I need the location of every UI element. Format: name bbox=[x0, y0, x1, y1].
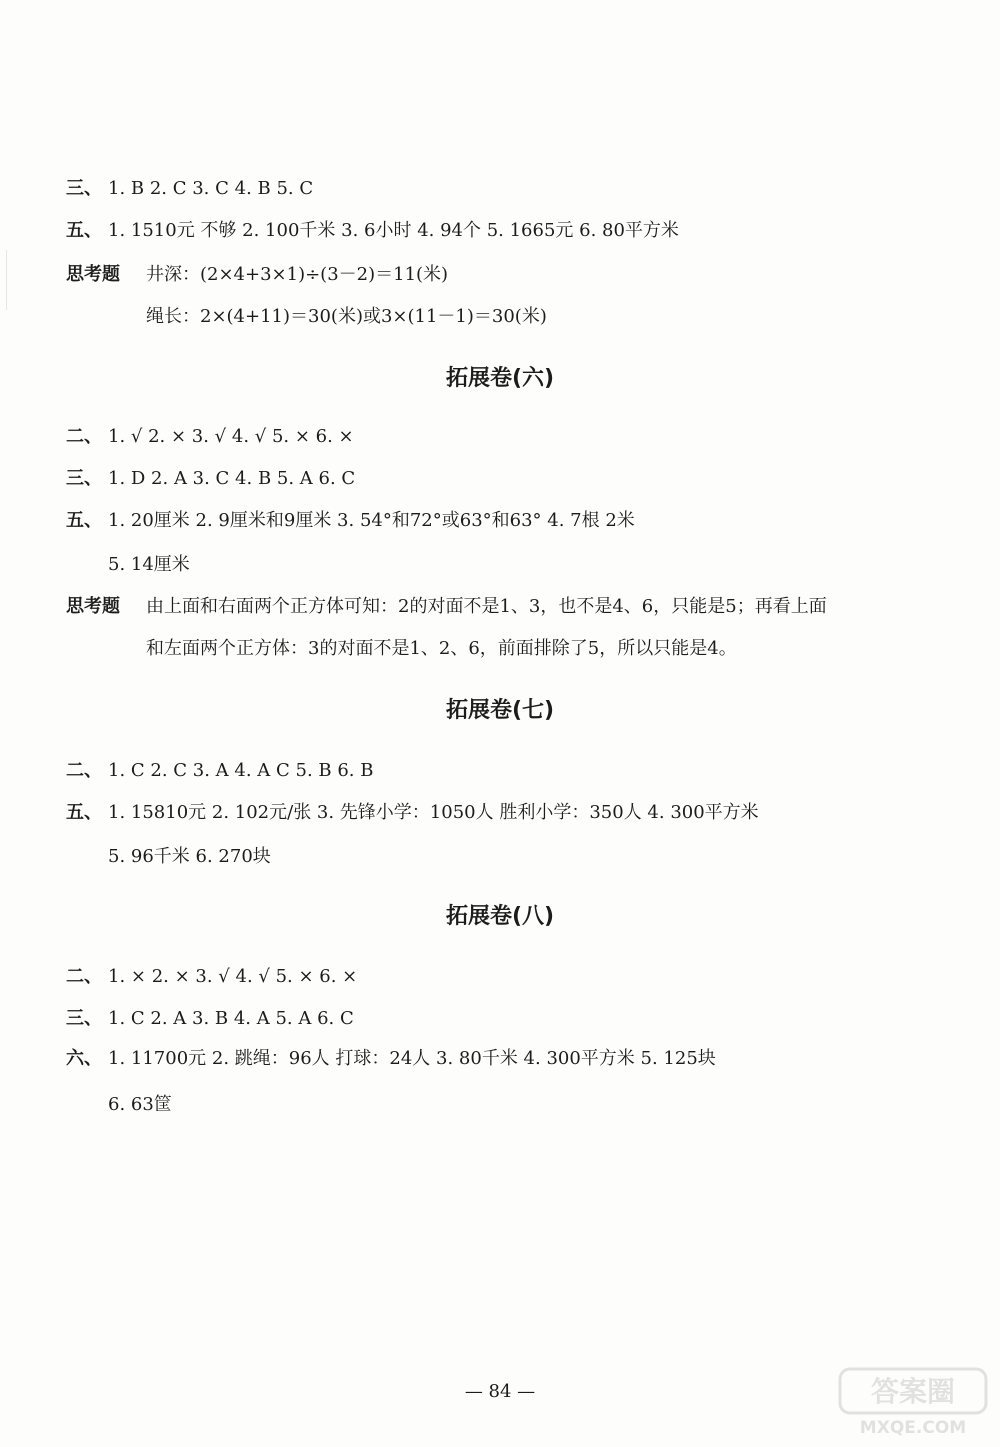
section-label: 三、 bbox=[66, 178, 102, 199]
section-label: 五、 bbox=[66, 220, 102, 241]
section-title: 拓展卷(七) bbox=[445, 698, 555, 723]
section-title: 拓展卷(八) bbox=[445, 904, 555, 929]
watermark-url: MXQE.COM bbox=[859, 1418, 967, 1438]
answer-text: 由上面和右面两个正方体可知：2的对面不是1、3，也不是4、6，只能是5；再看上面 bbox=[146, 596, 827, 617]
answer-text: 1. × 2. × 3. √ 4. √ 5. × 6. × bbox=[108, 966, 358, 987]
section-label: 二、 bbox=[66, 426, 102, 447]
answer-text: 6. 63筐 bbox=[108, 1094, 172, 1115]
answer-text: 1. C 2. C 3. A 4. A C 5. B 6. B bbox=[108, 760, 374, 781]
answer-text: 1. B 2. C 3. C 4. B 5. C bbox=[108, 178, 314, 199]
section-title: 拓展卷(六) bbox=[445, 366, 555, 391]
watermark-text: 答案圈 bbox=[870, 1375, 956, 1408]
section-label: 六、 bbox=[66, 1048, 102, 1069]
watermark-logo bbox=[838, 1367, 988, 1439]
answer-text: 5. 96千米 6. 270块 bbox=[108, 846, 271, 867]
section-label: 二、 bbox=[66, 760, 102, 781]
section-label: 思考题 bbox=[66, 264, 120, 285]
answer-text: 和左面两个正方体：3的对面不是1、2、6，前面排除了5，所以只能是4。 bbox=[146, 638, 737, 659]
answer-text: 绳长：2×(4+11)＝30(米)或3×(11－1)＝30(米) bbox=[146, 306, 547, 327]
answer-text: 1. 15810元 2. 102元/张 3. 先锋小学：1050人 胜利小学：350人 4. 300平方米 bbox=[108, 802, 759, 823]
answer-text: 1. √ 2. × 3. √ 4. √ 5. × 6. × bbox=[108, 426, 354, 447]
section-label: 思考题 bbox=[66, 596, 120, 617]
answer-text: 1. D 2. A 3. C 4. B 5. A 6. C bbox=[108, 468, 356, 489]
section-label: 二、 bbox=[66, 966, 102, 987]
answer-text: 井深：(2×4+3×1)÷(3－2)＝11(米) bbox=[146, 264, 449, 285]
section-label: 五、 bbox=[66, 802, 102, 823]
answer-text: 5. 14厘米 bbox=[108, 554, 190, 575]
page-number: — 84 — bbox=[464, 1381, 536, 1402]
answer-text: 1. C 2. A 3. B 4. A 5. A 6. C bbox=[108, 1008, 354, 1029]
scan-edge-mark bbox=[6, 250, 7, 310]
section-label: 三、 bbox=[66, 1008, 102, 1029]
answer-text: 1. 20厘米 2. 9厘米和9厘米 3. 54°和72°或63°和63° 4. 7根 2米 bbox=[108, 510, 635, 531]
section-label: 三、 bbox=[66, 468, 102, 489]
answer-text: 1. 1510元 不够 2. 100千米 3. 6小时 4. 94个 5. 1665元 6. 80平方米 bbox=[108, 220, 679, 241]
section-label: 五、 bbox=[66, 510, 102, 531]
answer-text: 1. 11700元 2. 跳绳：96人 打球：24人 3. 80千米 4. 300平方米 5. 125块 bbox=[108, 1048, 716, 1069]
